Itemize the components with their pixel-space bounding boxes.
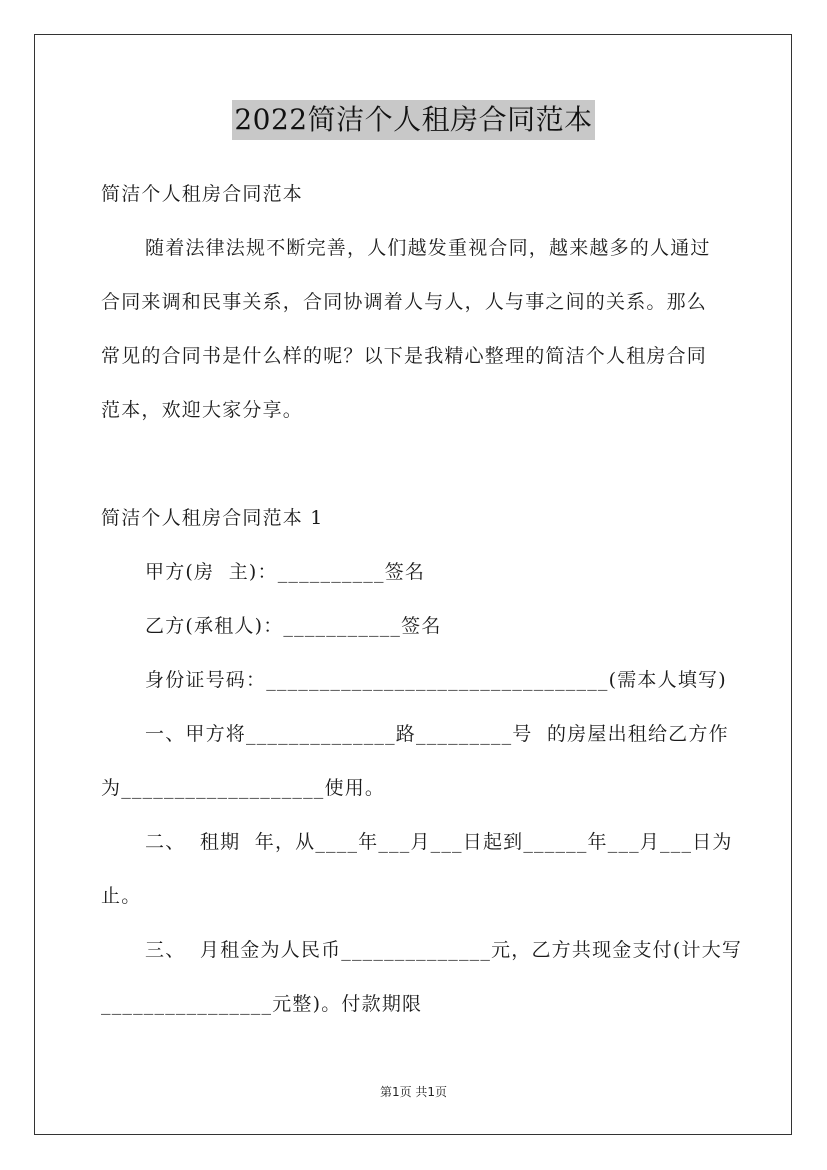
- contract-heading: 简洁个人租房合同范本 1: [101, 507, 324, 529]
- section-heading: 简洁个人租房合同范本: [101, 183, 304, 205]
- document-title-text: 2022简洁个人租房合同范本: [232, 100, 594, 140]
- clause-one-line: 一、甲方将______________路_________号 的房屋出租给乙方作: [145, 723, 729, 745]
- intro-paragraph-line: 常见的合同书是什么样的呢？以下是我精心整理的简洁个人租房合同: [101, 345, 708, 367]
- party-a-line: 甲方(房 主)：__________签名: [145, 561, 426, 583]
- intro-paragraph-line: 合同来调和民事关系，合同协调着人与人，人与事之间的关系。那么: [101, 291, 708, 313]
- intro-paragraph-line: 范本，欢迎大家分享。: [101, 399, 304, 421]
- clause-three-line: 三、 月租金为人民币______________元，乙方共现金支付(计大写: [145, 939, 743, 961]
- clause-two-line: 止。: [101, 885, 142, 907]
- clause-two-line: 二、 租期 年，从____年___月___日起到______年___月___日为: [145, 831, 733, 853]
- clause-three-line: ________________元整)。付款期限: [101, 993, 423, 1015]
- document-title: [0, 100, 827, 140]
- id-number-line: 身份证号码：________________________________(需本人填写): [145, 669, 727, 691]
- clause-one-line: 为___________________使用。: [101, 777, 386, 799]
- intro-paragraph-line: 随着法律法规不断完善，人们越发重视合同，越来越多的人通过: [145, 237, 711, 259]
- page-number-footer: 第1页 共1页: [379, 1085, 448, 1099]
- party-b-line: 乙方(承租人)：___________签名: [145, 615, 442, 637]
